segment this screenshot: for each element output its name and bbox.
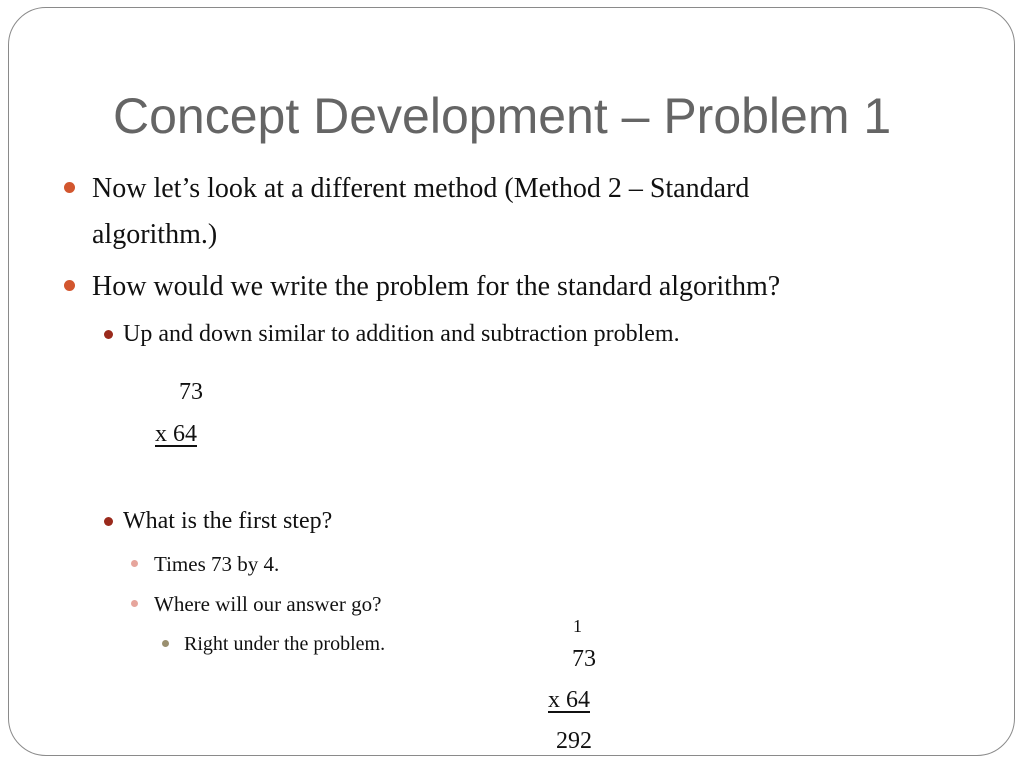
bullet-text: How would we write the problem for the standard algorithm? [92, 271, 781, 302]
problem2-bottom: x 64 [548, 687, 590, 713]
level4-bullet-text: Right under the problem. [184, 633, 386, 655]
sub-bullet-text: What is the first step? [123, 508, 333, 534]
bullet-dot [131, 560, 138, 567]
bullet-dot [104, 330, 113, 339]
problem2-top: 73 [572, 646, 596, 672]
bullet-dot [64, 280, 75, 291]
problem2-carry: 1 [573, 616, 582, 636]
problem2-result: 292 [556, 728, 592, 754]
bullet-dot [131, 600, 138, 607]
problem1-bottom: x 64 [155, 421, 197, 447]
bullet-dot [162, 640, 169, 647]
slide-title: Concept Development – Problem 1 [113, 88, 892, 144]
sub-sub-bullet-text: Where will our answer go? [154, 592, 382, 616]
sub-bullet-text: Up and down similar to addition and subtraction problem. [123, 321, 680, 347]
sub-sub-bullet-text: Times 73 by 4. [154, 552, 280, 576]
problem1-top: 73 [179, 379, 203, 405]
bullet-dot [64, 182, 75, 193]
bullet-dot [104, 517, 113, 526]
bullet-text: Now let’s look at a different method (Method 2 – Standard [92, 173, 750, 204]
bullet-text-continued: algorithm.) [92, 219, 218, 250]
